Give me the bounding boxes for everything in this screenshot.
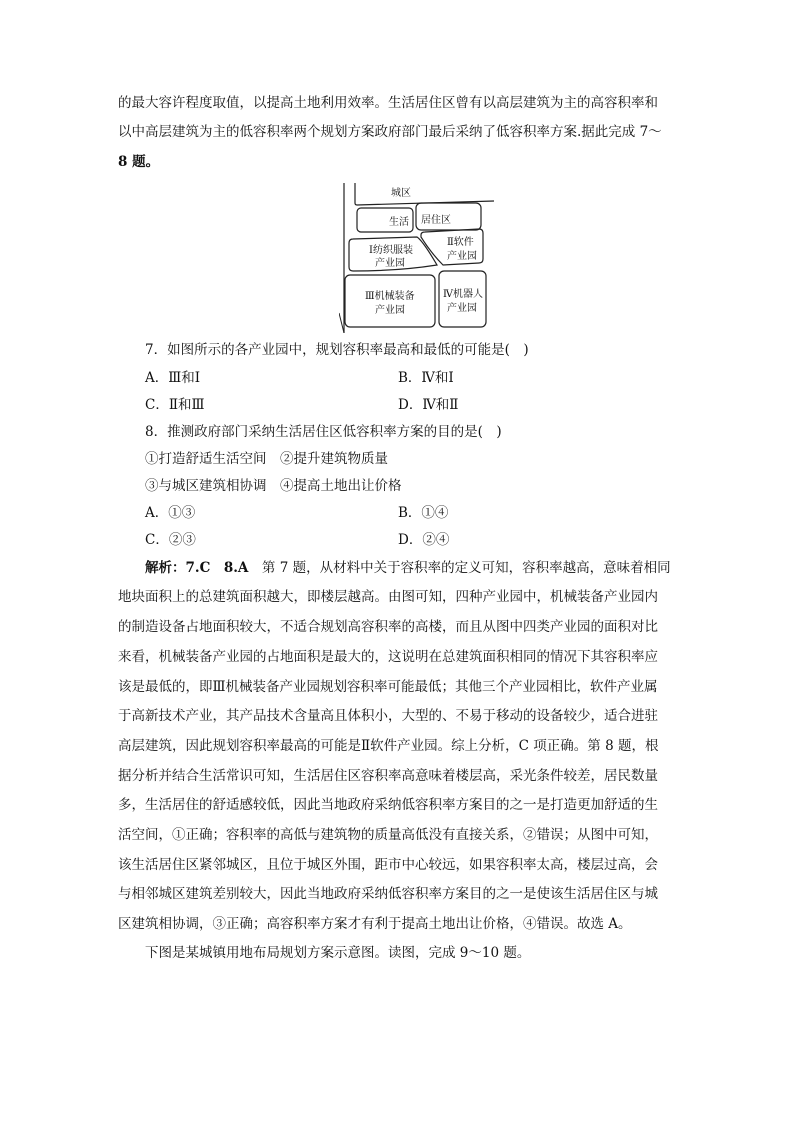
analysis-line-10: 活空间，①正确；容积率的高低与建筑物的质量高低没有直接关系，②错误；从图中可知， [118,827,658,843]
q8-statements-1: ①打造舒适生活空间 ②提升建筑物质量 [145,451,388,467]
analysis-line-6: 于高新技术产业，其产品技术含量高且体积小，大型的、不易于移动的设备较少，适合进驻 [118,708,658,724]
analysis-line-7: 高层建筑，因此规划容积率最高的可能是Ⅱ软件产业园。综上分析，C 项正确。第 8 题，根 [118,738,659,754]
analysis-line-5: 该是最低的，即Ⅲ机械装备产业园规划容积率可能最低；其他三个产业园相比，软件产业属 [118,679,658,695]
label-park3-line1: Ⅲ机械装备 [365,291,415,302]
analysis-line-1-text: 第 7 题，从材料中关于容积率的定义可知，容积率越高，意味着相同 [248,560,671,576]
boundary-left-foot [339,313,344,333]
analysis-line-4: 来看，机械装备产业园的占地面积是最大的，这说明在总建筑面积相同的情况下其容积率应 [118,649,658,665]
q7-stem: 7．如图所示的各产业园中，规划容积率最高和最低的可能是( ) [145,342,529,358]
analysis-line-8: 据分析并结合生活常识可知，生活居住区容积率高意味着楼层高，采光条件较差，居民数量 [118,768,658,784]
q8-stem: 8．推测政府部门采纳生活居住区低容积率方案的目的是( ) [145,424,502,440]
q7-option-c: C．Ⅱ和Ⅲ [145,397,205,413]
intro-line-1: 的最大容许程度取值，以提高土地利用效率。生活居住区曾有以高层建筑为主的高容积率和 [118,95,658,111]
label-living: 生活 [389,217,409,228]
q8-statements-2: ③与城区建筑相协调 ④提高土地出让价格 [145,478,402,494]
label-park4-line2: 产业园 [447,303,477,314]
label-park2-line2: 产业园 [447,251,477,262]
analysis-line-11: 该生活居住区紧邻城区，且位于城区外围，距市中心较远，如果容积率太高，楼层过高，会 [118,857,658,873]
analysis-line-9: 多，生活居住的舒适感较低，因此当地政府采纳低容积率方案目的之一是打造更加舒适的生 [118,797,658,813]
q8-option-c: C．②③ [145,532,196,548]
analysis-line-2: 地块面积上的总建筑面积越大，即楼层越高。由图可知，四种产业园中，机械装备产业园内 [118,589,658,605]
q7-option-a: A．Ⅲ和Ⅰ [145,370,201,386]
label-park1-line2: 产业园 [375,258,405,269]
label-park2-line1: Ⅱ软件 [447,237,474,248]
q8-option-a: A．①③ [145,505,196,521]
label-urban: 城区 [391,188,411,199]
intro-line-2: 以中高层建筑为主的低容积率两个规划方案政府部门最后采纳了低容积率方案.据此完成 7～ [118,124,662,140]
land-use-map [339,183,494,333]
next-questions-intro: 下图是某城镇用地布局规划方案示意图。读图，完成 9～10 题。 [145,945,531,961]
analysis-line-1 [145,558,671,578]
q8-option-d: D．②④ [398,532,450,548]
land-use-map-svg [339,183,494,333]
analysis-head: 解析：7.C 8.A [145,560,249,576]
analysis-line-12: 与相邻城区建筑差别较大，因此当地政府采纳低容积率方案目的之一是使该生活居住区与城 [118,886,658,902]
label-park1-line1: Ⅰ纺织服装 [369,245,413,256]
q7-option-d: D．Ⅳ和Ⅱ [398,397,459,413]
label-park4-line1: Ⅳ机器人 [443,289,483,300]
q7-option-b: B．Ⅳ和Ⅰ [398,370,454,386]
analysis-line-3: 的制造设备占地面积较大，不适合规划高容积率的高楼，而且从图中四类产业园的面积对比 [118,619,658,635]
analysis-line-13: 区建筑相协调，③正确；高容积率方案才有利于提高土地出让价格，④错误。故选 A。 [118,916,632,932]
label-park3-line2: 产业园 [375,305,405,316]
intro-line-3: 8 题。 [118,154,160,170]
urban-boundary [355,183,494,205]
q8-option-b: B．①④ [398,505,449,521]
label-residential: 居住区 [421,215,451,226]
